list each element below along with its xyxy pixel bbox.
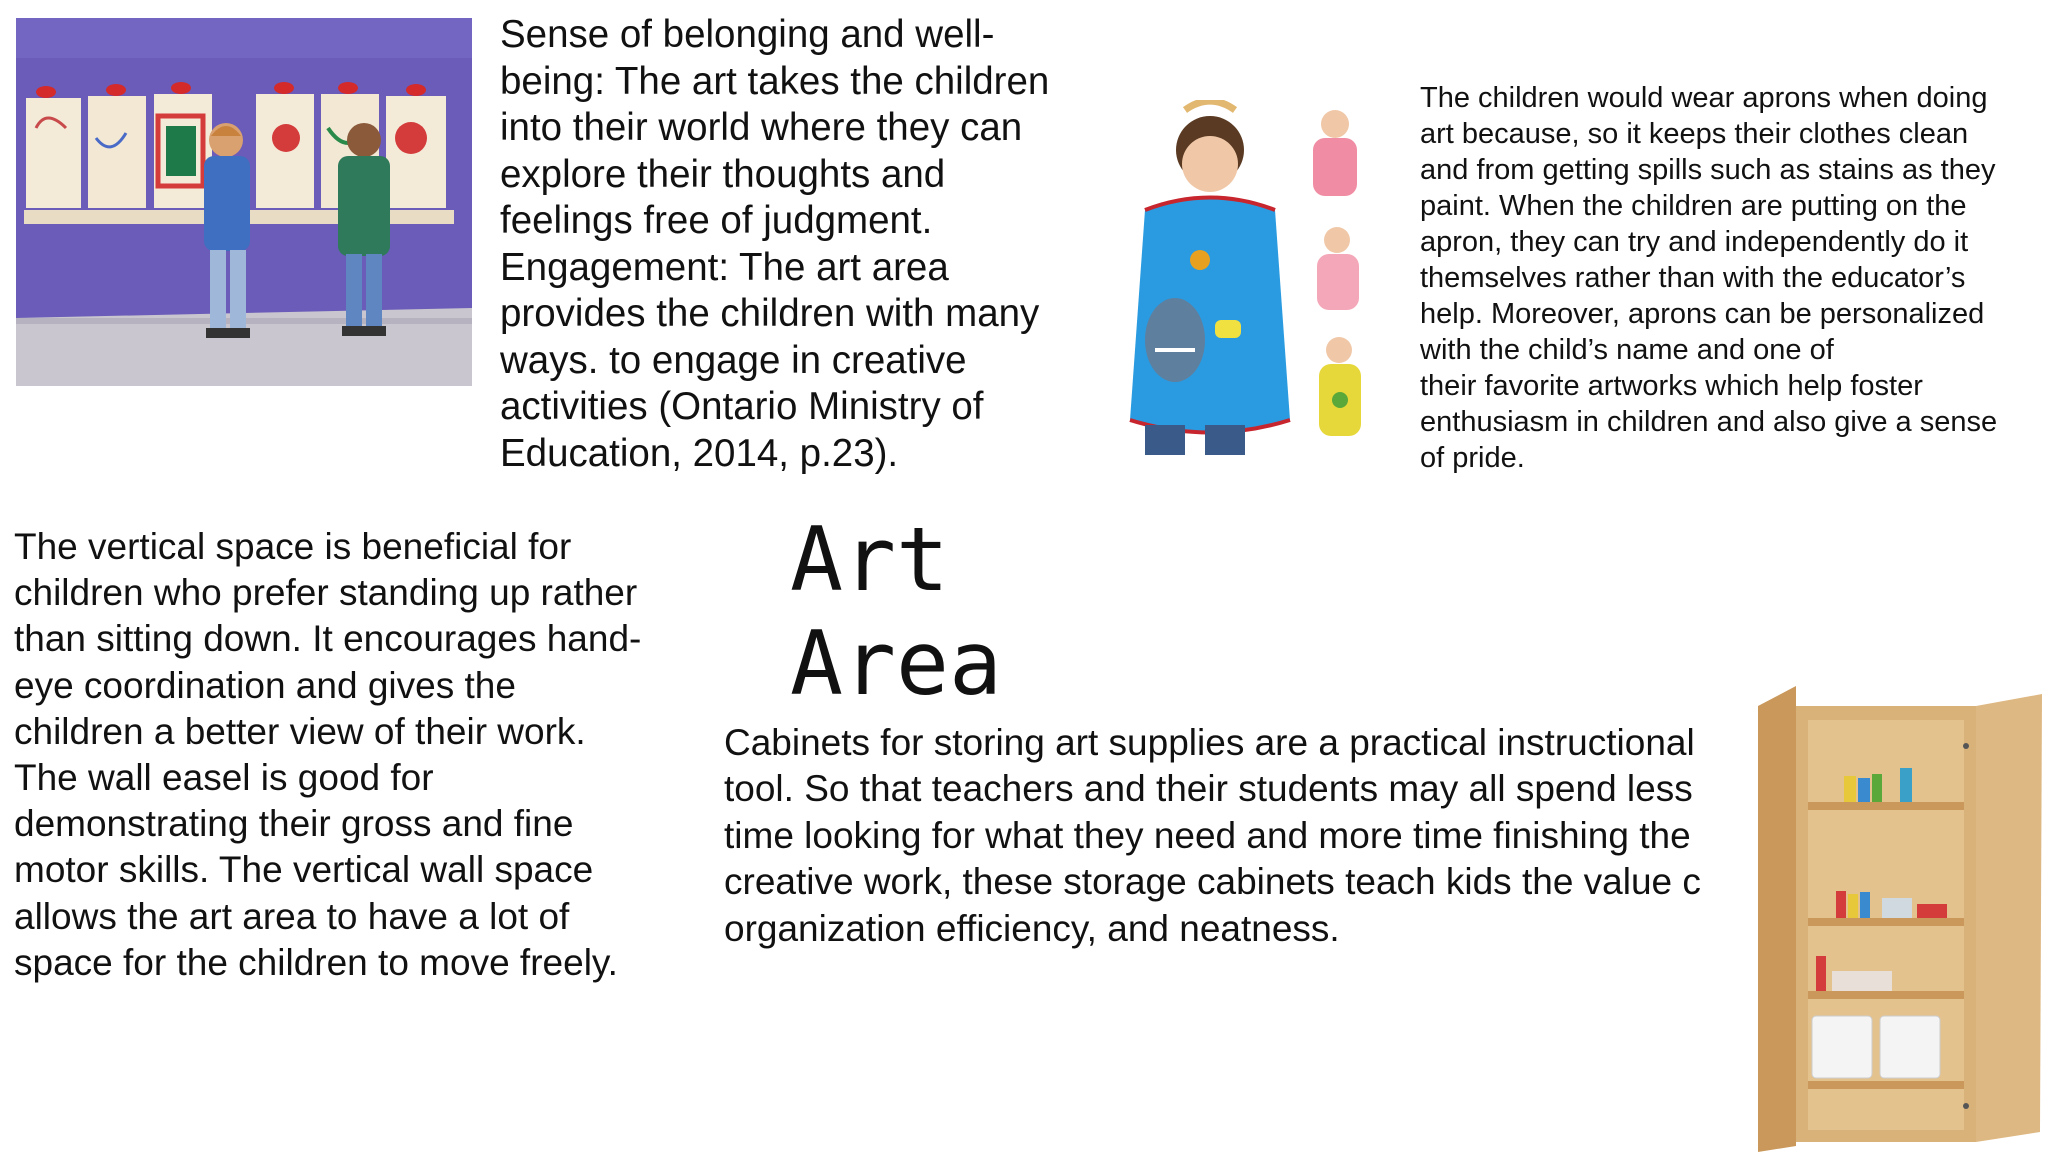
- cabinet-paragraph: Cabinets for storing art supplies are a practical instructional tool. So that teachers and their students may all spend less time looking for what they need and more time finishing the creative work, these storage cabinets teach kids the value c organization efficiency, and neatness.: [724, 722, 1701, 949]
- art-aprons-photo: [1095, 100, 1385, 495]
- belonging-paragraph: Sense of belonging and well- being: The art takes the children into their world where they can explore their thoughts and feelings free of judgment. Engagement: The art area provides the children with many ways. to engage in creative activities (Ontario Ministry of Education, 2014, p.23).: [500, 13, 1050, 475]
- page-title: Art Area: [790, 508, 1002, 715]
- wall-easel-photo: [16, 18, 472, 386]
- vertical-space-paragraph: The vertical space is beneficial for children who prefer standing up rather than sitting down. It encourages hand- eye coordination and gives the children a better view of their work. The wall easel is good for demonstrating their gross and fine motor skills. The vertical wall space allows the art area to have a lot of space for the children to move freely.: [14, 526, 642, 983]
- easel-paper-left: [26, 94, 212, 208]
- apron-paragraph: The children would wear aprons when doing art because, so it keeps their clothes clean and from getting spills such as stains as they paint. When the children are putting on the apron, they can try and independently do it themselves rather than with the educator’s help. Moreover, aprons can be personalized with the child’s name and one of their favorite artworks which help foster enthusiasm in children and also give a sense of pride.: [1420, 82, 1998, 474]
- storage-cabinet-photo: [1752, 686, 2048, 1152]
